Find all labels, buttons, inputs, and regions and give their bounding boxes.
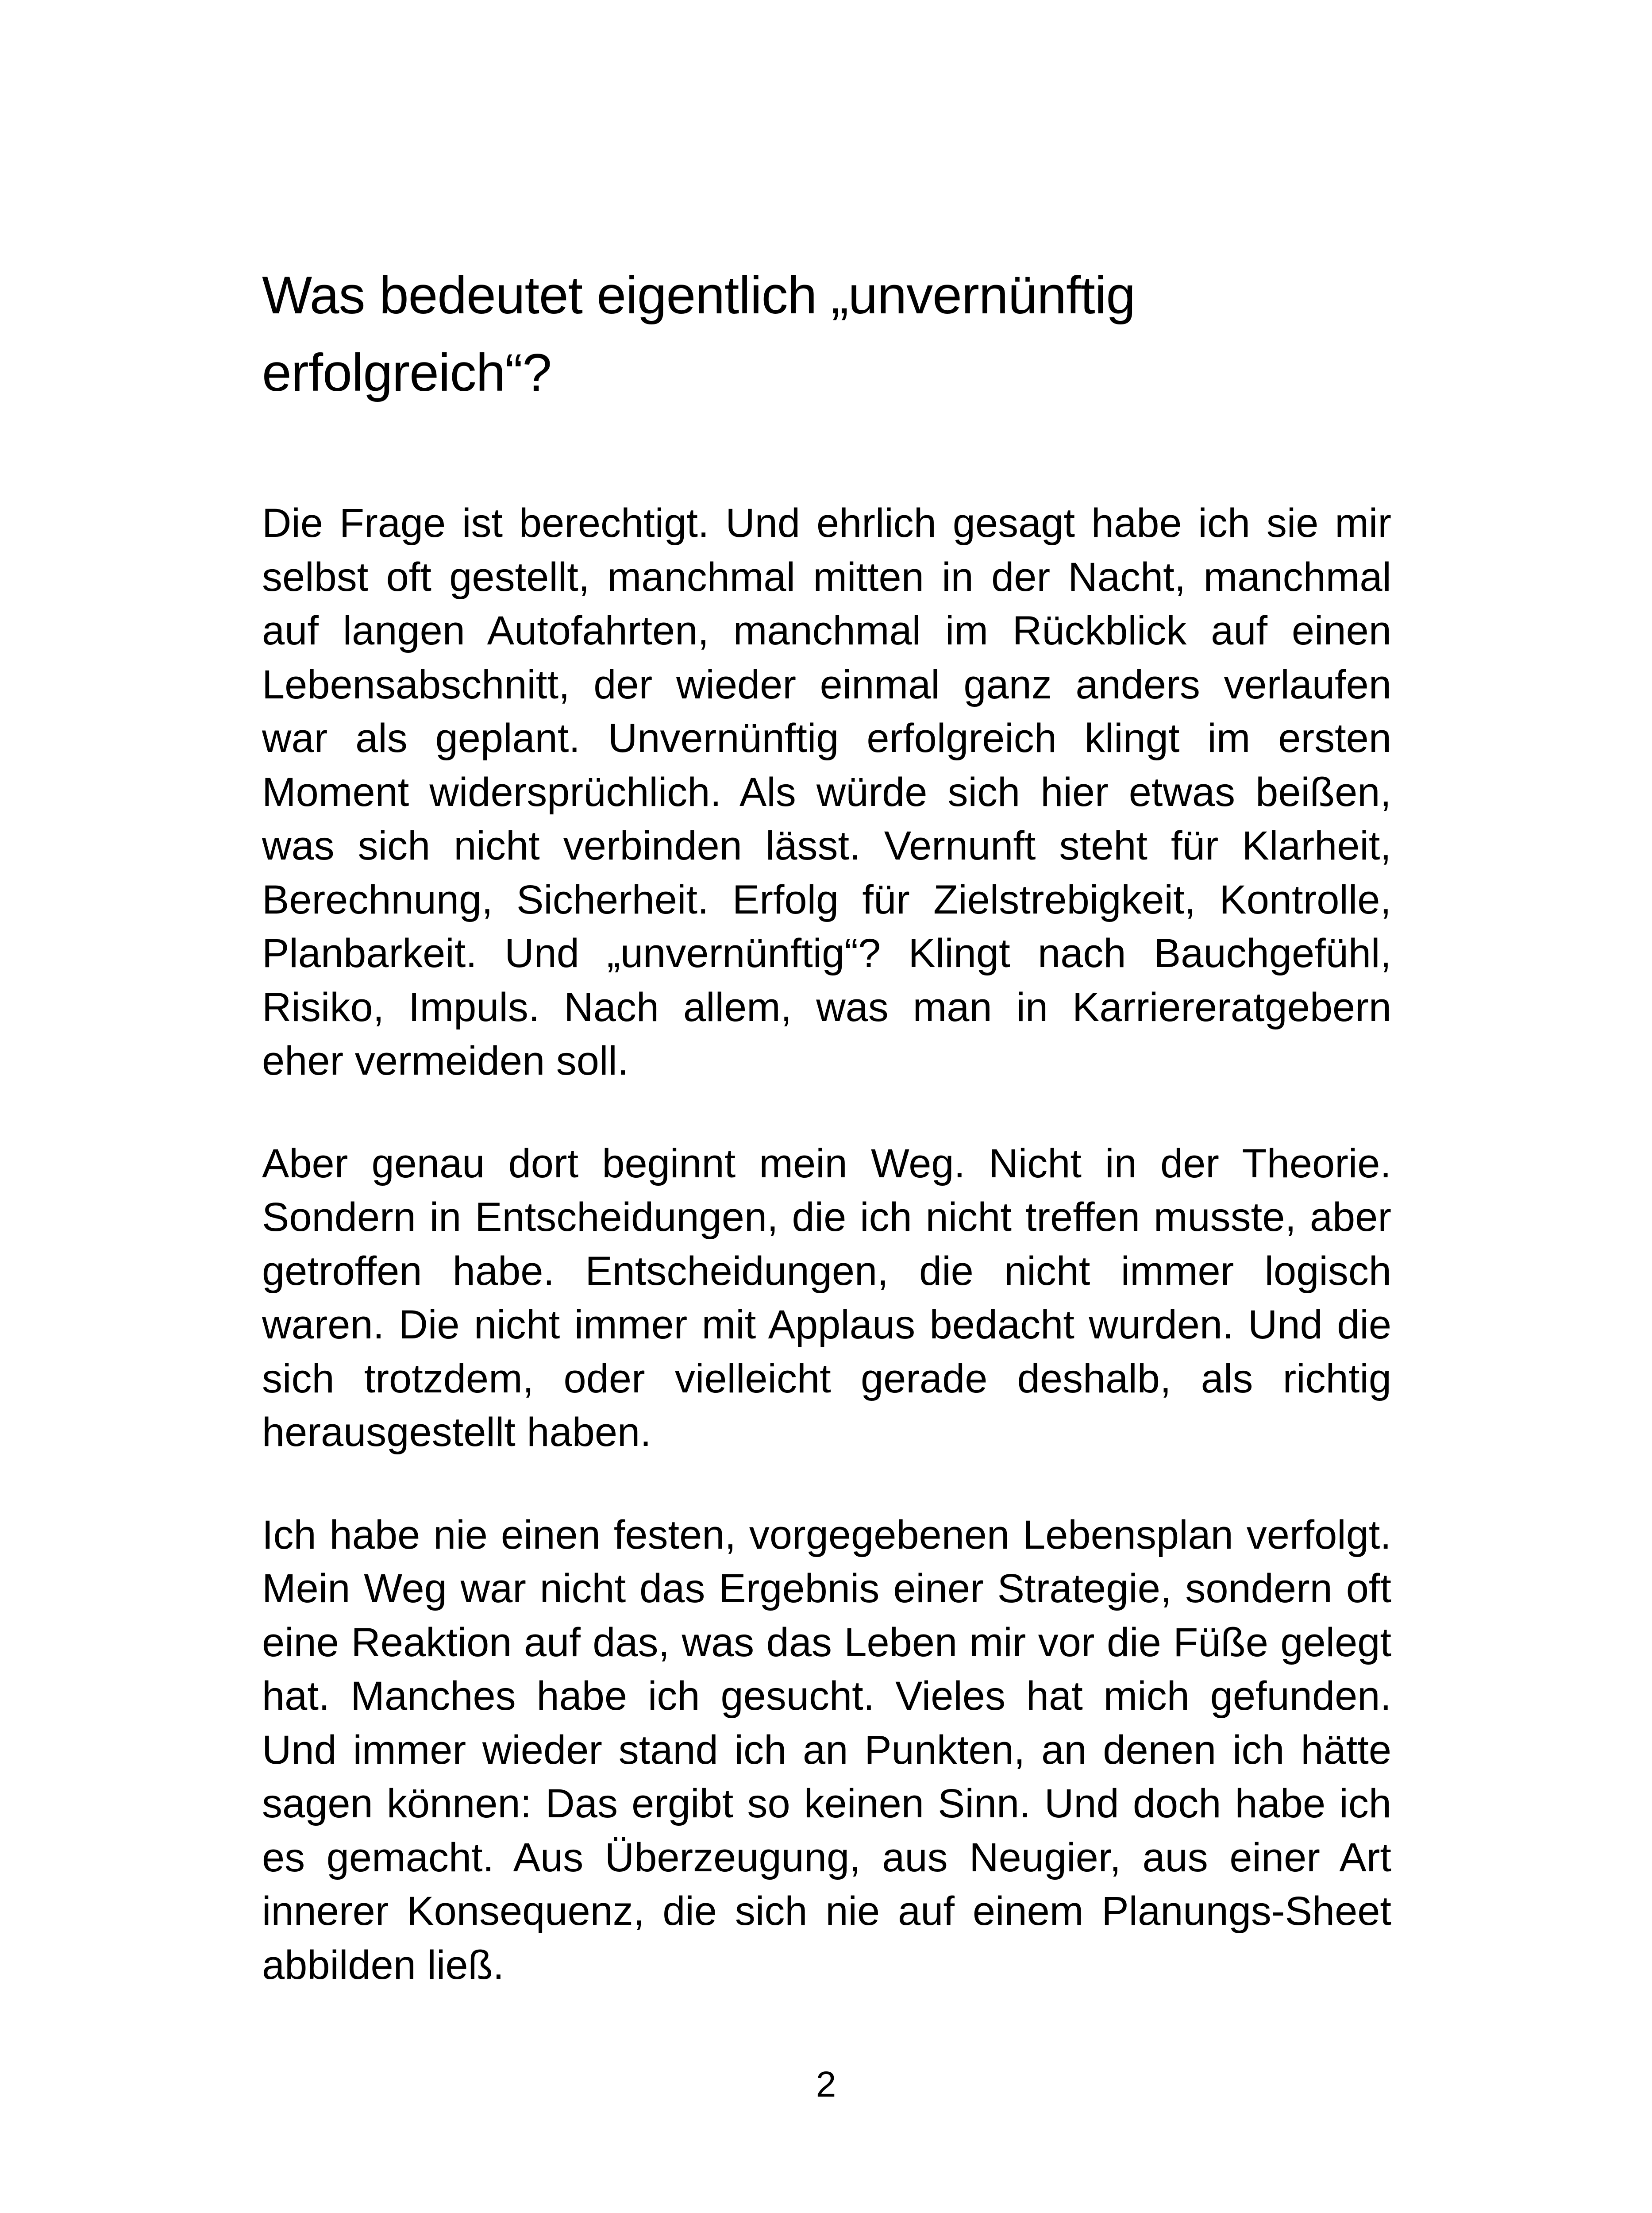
chapter-heading: Was bedeutet eigentlich „unvernünftig erfolgreich“? [262,266,1136,402]
body-paragraph-1: Die Frage ist berechtigt. Und ehrlich gesagt habe ich sie mir selbst oft gestellt, manchmal mitten in der Nacht, manchmal auf langen Autofahrten, manchmal im Rückblick auf einen Lebensabschnitt, der wieder einmal ganz anders verlaufen war als geplant. Unvernünftig erfolgreich klingt im ersten Moment widersprüchlich. Als würde sich hier etwas beißen, was sich nicht verbinden lässt. Vernunft steht für Klarheit, Berechnung, Sicherheit. Erfolg für Zielstrebigkeit, Kontrolle, Planbarkeit. Und „unvernünftig“? Klingt nach Bauchgefühl, Risiko, Impuls. Nach allem, was man in Karriereratgebern eher vermeiden soll. [262,501,1391,1083]
body-paragraph-3: Ich habe nie einen festen, vorgegebenen Lebensplan verfolgt. Mein Weg war nicht das Ergebnis einer Strategie, sondern oft eine Reaktion auf das, was das Leben mir vor die Füße gelegt hat. Manches habe ich gesucht. Vieles hat mich gefunden. Und immer wieder stand ich an Punkten, an denen ich hätte sagen können: Das ergibt so keinen Sinn. Und doch habe ich es gemacht. Aus Überzeugung, aus Neugier, aus einer Art innerer Konsequenz, die sich nie auf einem Planungs-Sheet abbilden ließ. [262,1512,1391,1988]
page-content [262,257,1391,2041]
page-number: 2 [816,2064,836,2105]
body-paragraph-2: Aber genau dort beginnt mein Weg. Nicht in der Theorie. Sondern in Entscheidungen, die ich nicht treffen musste, aber getroffen habe. Entscheidungen, die nicht immer logisch waren. Die nicht immer mit Applaus bedacht wurden. Und die sich trotzdem, oder vielleicht gerade deshalb, als richtig herausgestellt haben. [262,1141,1391,1455]
